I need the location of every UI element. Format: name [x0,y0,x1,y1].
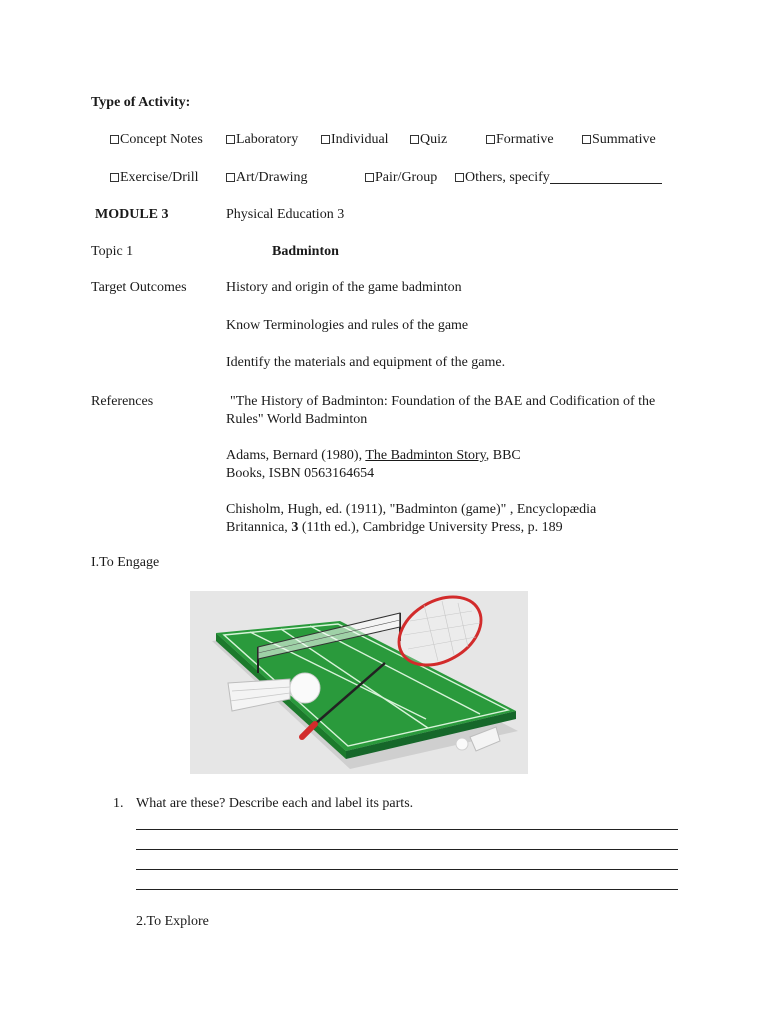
answer-line[interactable] [136,869,678,870]
checkbox-icon [582,135,591,144]
option-formative[interactable]: Formative [486,132,554,148]
reference-1: "The History of Badminton: Foundation of the BAE and Codification of the Rules" World Badminton [226,394,656,427]
explore-heading: 2.To Explore [136,914,209,929]
checkbox-icon [321,135,330,144]
checkbox-icon [226,173,235,182]
answer-line[interactable] [136,889,678,890]
checkbox-icon [486,135,495,144]
checkbox-icon [455,173,464,182]
option-concept-notes[interactable]: Concept Notes [110,132,203,148]
outcome-item: Know Terminologies and rules of the game [226,318,469,333]
outcome-item: History and origin of the game badminton [226,280,462,295]
reference-3: Chisholm, Hugh, ed. (1911), "Badminton (game)" , Encyclopædia Britannica, 3 (11th ed.), Cambridge University Press, p. 189 [226,502,597,535]
answer-line[interactable] [136,849,678,850]
others-specify-blank[interactable] [550,171,662,184]
topic-value: Badminton [272,244,339,259]
activity-heading: Type of Activity: [91,95,191,110]
badminton-illustration [190,591,528,774]
option-others-specify[interactable]: Others, specify [455,170,662,186]
checkbox-icon [410,135,419,144]
checkbox-icon [365,173,374,182]
option-quiz[interactable]: Quiz [410,132,447,148]
references-label: References [91,394,154,409]
option-individual[interactable]: Individual [321,132,389,148]
answer-line[interactable] [136,829,678,830]
option-art-drawing[interactable]: Art/Drawing [226,170,308,186]
checkbox-icon [226,135,235,144]
reference-2: Adams, Bernard (1980), The Badminton Story, BBC Books, ISBN 0563164654 [226,448,521,481]
option-laboratory[interactable]: Laboratory [226,132,298,148]
outcomes-label: Target Outcomes [91,280,187,295]
engage-heading: I.To Engage [91,555,160,570]
topic-label: Topic 1 [91,244,134,259]
option-summative[interactable]: Summative [582,132,656,148]
outcome-item: Identify the materials and equipment of the game. [226,355,506,370]
checkbox-icon [110,173,119,182]
option-pair-group[interactable]: Pair/Group [365,170,437,186]
module-value: Physical Education 3 [226,207,345,222]
module-label: MODULE 3 [95,207,169,222]
option-exercise-drill[interactable]: Exercise/Drill [110,170,199,186]
question-number: 1. [113,796,124,811]
checkbox-icon [110,135,119,144]
reference-book-title: The Badminton Story [365,448,486,463]
question-text: What are these? Describe each and label its parts. [136,796,414,811]
